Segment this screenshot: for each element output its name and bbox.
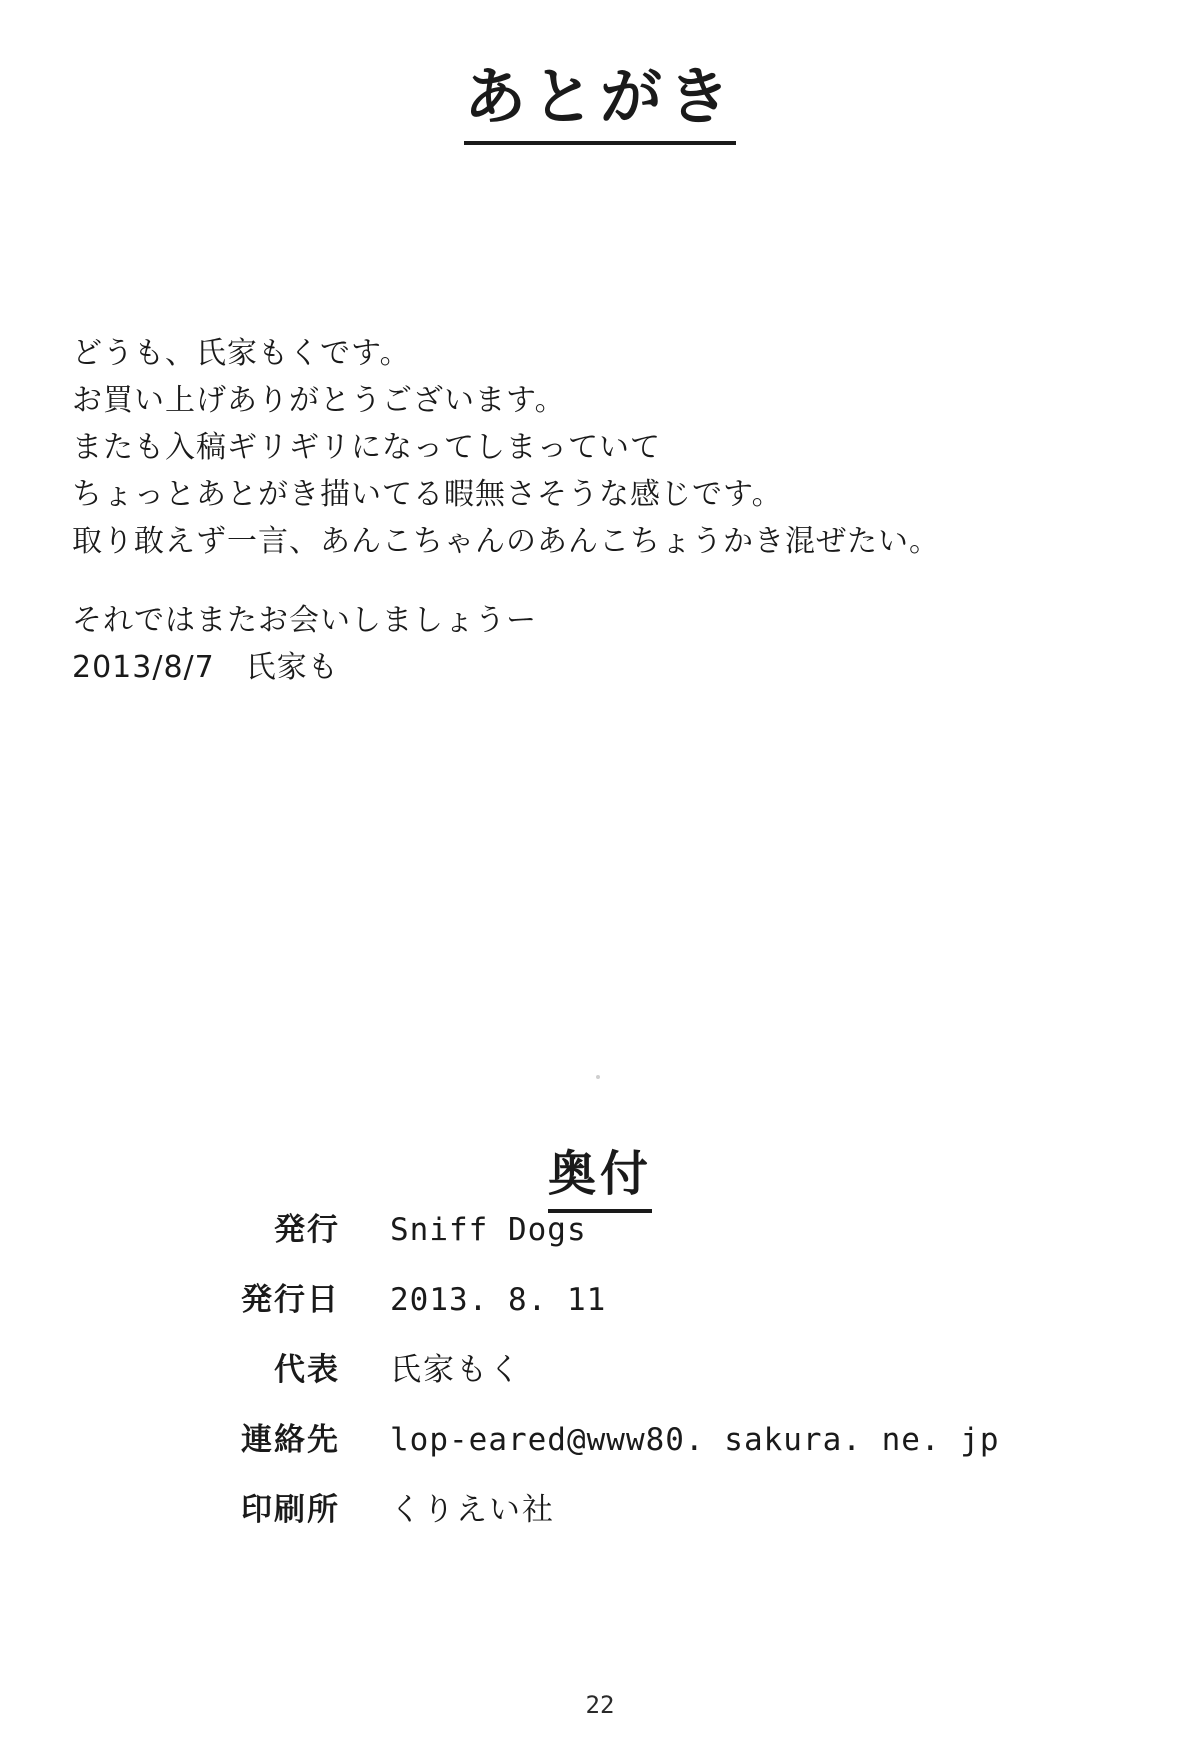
table-row	[150, 1335, 1050, 1405]
colophon-label: 発行日	[241, 1282, 340, 1318]
table-row	[150, 1195, 1050, 1265]
afterword-heading-text: あとがき	[464, 58, 736, 146]
afterword-heading	[0, 58, 1200, 146]
table-row	[150, 1265, 1050, 1335]
afterword-line: 取り敢えず一言、あんこちゃんのあんこちょうかき混ぜたい。	[72, 524, 940, 559]
colophon-value: 2013. 8. 11	[390, 1282, 607, 1318]
paragraph-spacer	[72, 565, 1132, 597]
colophon-label: 代表	[274, 1352, 340, 1388]
afterword-line: ちょっとあとがき描いてる暇無さそうな感じです。	[72, 477, 783, 512]
colophon-label: 印刷所	[241, 1492, 340, 1528]
table-row	[150, 1405, 1050, 1475]
colophon-table	[150, 1195, 1050, 1545]
print-speckle	[596, 1075, 600, 1079]
colophon-heading-text: 奥付	[548, 1135, 652, 1213]
colophon-label: 連絡先	[241, 1422, 340, 1458]
afterword-line: どうも、氏家もくです。	[72, 336, 411, 371]
afterword-line: お買い上げありがとうございます。	[72, 383, 566, 418]
afterword-closing-line: それではまたお会いしましょうー	[72, 603, 537, 638]
colophon-value: Sniff Dogs	[390, 1212, 587, 1248]
afterword-line: またも入稿ギリギリになってしまっていて	[72, 430, 661, 465]
colophon-label: 発行	[274, 1212, 340, 1248]
page-number: 22	[585, 1691, 615, 1719]
table-row	[150, 1475, 1050, 1545]
colophon-value: くりえい社	[390, 1492, 555, 1528]
colophon-value: lop-eared@www80. sakura. ne. jp	[390, 1422, 1000, 1458]
afterword-closing-line: 2013/8/7 氏家も	[72, 650, 339, 685]
colophon-value: 氏家もく	[390, 1352, 522, 1388]
afterword-body	[72, 330, 1132, 691]
